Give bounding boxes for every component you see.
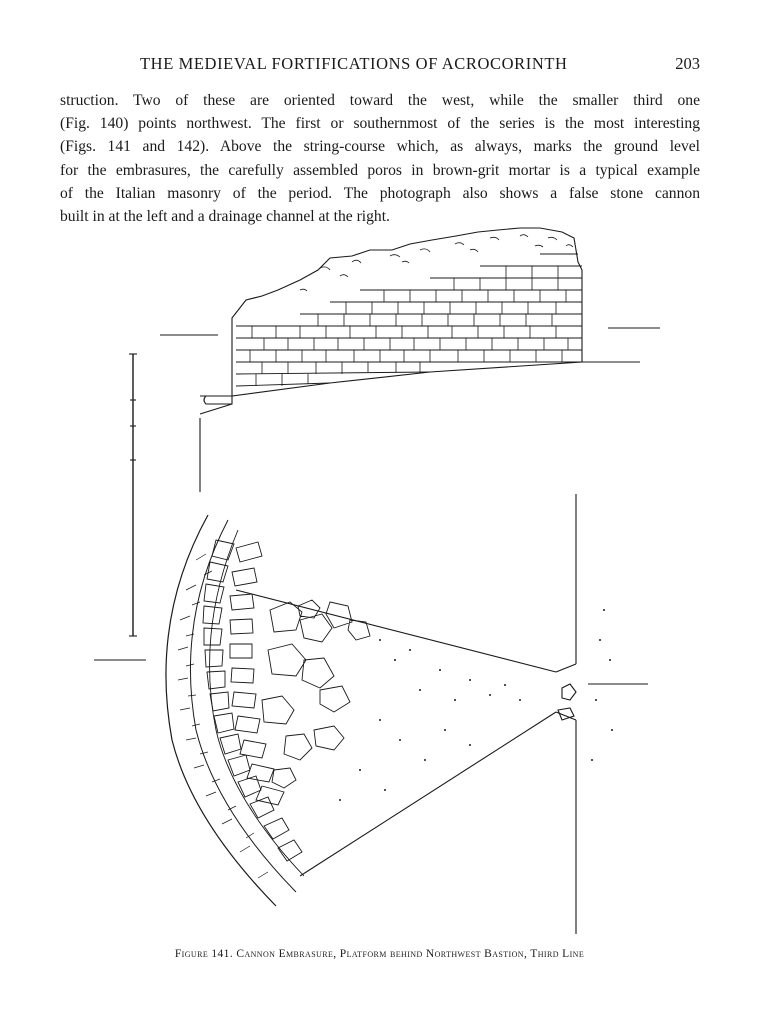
running-title: THE MEDIEVAL FORTIFICATIONS OF ACROCORINTH (140, 54, 568, 73)
floor-stipple (339, 609, 613, 801)
body-line: struction. Two of these are oriented toward the west, while the smaller third one (60, 92, 700, 109)
body-line: (Figs. 141 and 142). Above the string-course which, as always, marks the ground level (60, 138, 700, 156)
drainage-stone (562, 684, 576, 700)
page-header (60, 54, 700, 76)
page-number: 203 (675, 54, 700, 73)
scale-bar (129, 354, 137, 636)
body-paragraph (60, 89, 700, 228)
drainage-stone (558, 708, 574, 720)
figure-caption: Figure 141. Cannon Embrasure, Platform behind Northwest Bastion, Third Line (174, 948, 585, 960)
body-line: built in at the left and a drainage channel at the right. (60, 208, 390, 226)
floor-stones (262, 600, 370, 788)
false-cannon (200, 396, 232, 404)
masonry-joints (250, 266, 568, 386)
wall-outline (232, 228, 582, 396)
string-course-ledge (200, 404, 232, 414)
rubble-texture (300, 235, 573, 291)
body-line: for the embrasures, the carefully assembled poros in brown-grit mortar is a typical example (60, 161, 700, 179)
elevation-view (160, 228, 660, 414)
masonry-courses (236, 254, 582, 386)
plan-view (94, 418, 648, 934)
body-line: (Fig. 140) points northwest. The first or southernmost of the series is the most interesting (60, 115, 700, 133)
body-line: of the Italian masonry of the period. The photograph also shows a false stone cannon (60, 184, 700, 202)
voussoir-blocks (203, 540, 302, 861)
